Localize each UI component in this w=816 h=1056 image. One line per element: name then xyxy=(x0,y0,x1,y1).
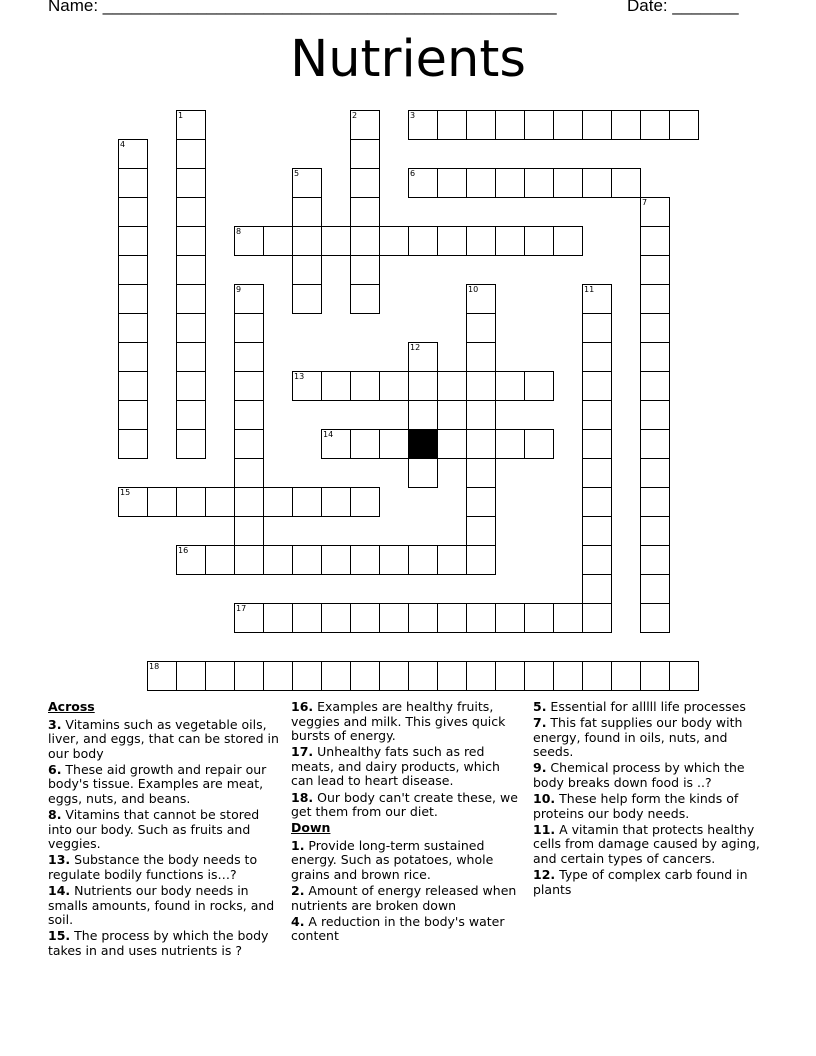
down-clue xyxy=(291,915,521,944)
clue-number: 11 xyxy=(584,285,595,294)
grid-cell[interactable] xyxy=(176,429,206,459)
grid-cell[interactable] xyxy=(640,371,670,401)
down-clue xyxy=(291,839,521,883)
grid-cell[interactable] xyxy=(263,603,293,633)
grid-cell[interactable] xyxy=(379,226,409,256)
clue-number: 17 xyxy=(236,604,247,613)
grid-cell[interactable] xyxy=(437,603,467,633)
grid-cell[interactable] xyxy=(321,661,351,691)
clue-number-label: 6. xyxy=(48,761,62,777)
grid-cell[interactable] xyxy=(379,545,409,575)
down-clue xyxy=(533,700,765,715)
grid-cell[interactable] xyxy=(582,429,612,459)
grid-cell[interactable] xyxy=(263,545,293,575)
grid-cell[interactable] xyxy=(524,168,554,198)
grid-cell[interactable] xyxy=(292,197,322,227)
grid-cell[interactable] xyxy=(350,603,380,633)
name-field[interactable] xyxy=(48,0,557,16)
grid-cell[interactable] xyxy=(582,400,612,430)
clue-number-label: 14. xyxy=(48,883,71,899)
clue-text: These aid growth and repair our body's tissue. Examples are meat, eggs, nuts, and beans. xyxy=(48,761,267,807)
across-clue xyxy=(291,745,521,789)
clue-text: Unhealthy fats such as red meats, and dairy products, which can lead to heart disease. xyxy=(291,744,500,789)
grid-cell[interactable] xyxy=(524,661,554,691)
grid-cell[interactable] xyxy=(408,226,438,256)
grid-cell[interactable] xyxy=(640,516,670,546)
grid-cell[interactable] xyxy=(176,487,206,517)
clue-number-label: 13. xyxy=(48,852,71,868)
grid-cell[interactable] xyxy=(176,545,206,575)
grid-cell[interactable] xyxy=(495,371,525,401)
grid-cell[interactable] xyxy=(263,487,293,517)
clue-number-label: 1. xyxy=(291,837,305,853)
grid-cell[interactable] xyxy=(408,545,438,575)
clue-number: 7 xyxy=(642,198,648,207)
grid-cell[interactable] xyxy=(582,371,612,401)
grid-cell[interactable] xyxy=(350,168,380,198)
grid-cell[interactable] xyxy=(321,429,351,459)
grid-cell[interactable] xyxy=(408,110,438,140)
clue-text: The process by which the body takes in and uses nutrients is ? xyxy=(48,928,269,958)
grid-cell[interactable] xyxy=(118,197,148,227)
clue-number-label: 8. xyxy=(48,807,62,823)
grid-cell[interactable] xyxy=(234,400,264,430)
across-heading: Across xyxy=(48,699,95,714)
grid-cell[interactable] xyxy=(466,371,496,401)
grid-cell[interactable] xyxy=(466,429,496,459)
grid-cell[interactable] xyxy=(611,168,641,198)
clue-number: 18 xyxy=(149,662,160,671)
down-clue xyxy=(533,868,765,897)
grid-cell[interactable] xyxy=(234,545,264,575)
grid-cell[interactable] xyxy=(176,110,206,140)
clue-number-label: 10. xyxy=(533,791,556,807)
grid-cell[interactable] xyxy=(350,139,380,169)
grid-cell[interactable] xyxy=(466,226,496,256)
grid-cell[interactable] xyxy=(205,545,235,575)
grid-cell[interactable] xyxy=(205,661,235,691)
blocked-cell xyxy=(408,429,438,459)
clue-text: Chemical process by which the body breaks down food is ..? xyxy=(533,760,745,790)
clue-text: This fat supplies our body with energy, found in oils, nuts, and seeds. xyxy=(533,715,743,760)
grid-cell[interactable] xyxy=(640,110,670,140)
grid-cell[interactable] xyxy=(582,342,612,372)
clue-number-label: 17. xyxy=(291,744,314,760)
grid-cell[interactable] xyxy=(408,400,438,430)
down-heading: Down xyxy=(291,820,331,836)
clue-text: Provide long-term sustained energy. Such as potatoes, whole grains and brown rice. xyxy=(291,837,494,883)
grid-cell[interactable] xyxy=(118,284,148,314)
grid-cell[interactable] xyxy=(321,226,351,256)
grid-cell[interactable] xyxy=(466,168,496,198)
grid-cell[interactable] xyxy=(524,110,554,140)
grid-cell[interactable] xyxy=(640,429,670,459)
grid-cell[interactable] xyxy=(669,661,699,691)
grid-cell[interactable] xyxy=(292,545,322,575)
clue-column-2 xyxy=(291,700,521,946)
clue-number: 12 xyxy=(410,343,421,352)
grid-cell[interactable] xyxy=(176,313,206,343)
grid-cell[interactable] xyxy=(466,284,496,314)
grid-cell[interactable] xyxy=(292,661,322,691)
clue-number: 6 xyxy=(410,169,416,178)
across-clue xyxy=(48,884,280,928)
down-clue xyxy=(291,884,521,913)
grid-cell[interactable] xyxy=(437,429,467,459)
date-label: Date: xyxy=(627,0,673,15)
grid-cell[interactable] xyxy=(582,110,612,140)
grid-cell[interactable] xyxy=(176,342,206,372)
clue-number: 15 xyxy=(120,488,131,497)
clue-column-3 xyxy=(533,700,765,899)
clue-text: Amount of energy released when nutrients are broken down xyxy=(291,883,517,913)
grid-cell[interactable] xyxy=(582,545,612,575)
grid-cell[interactable] xyxy=(466,661,496,691)
grid-cell[interactable] xyxy=(466,313,496,343)
grid-cell[interactable] xyxy=(524,429,554,459)
grid-cell[interactable] xyxy=(263,226,293,256)
clue-text: Vitamins such as vegetable oils, liver, and eggs, that can be stored in our body xyxy=(48,716,279,761)
across-clue xyxy=(48,929,280,958)
grid-cell[interactable] xyxy=(379,429,409,459)
across-clue xyxy=(291,791,521,820)
clue-number: 10 xyxy=(468,285,479,294)
grid-cell[interactable] xyxy=(118,400,148,430)
grid-cell[interactable] xyxy=(582,516,612,546)
grid-cell[interactable] xyxy=(176,255,206,285)
clue-column-1 xyxy=(48,700,280,960)
grid-cell[interactable] xyxy=(234,487,264,517)
grid-cell[interactable] xyxy=(118,342,148,372)
grid-cell[interactable] xyxy=(495,168,525,198)
grid-cell[interactable] xyxy=(640,545,670,575)
clue-text: A reduction in the body's water content xyxy=(291,913,505,944)
grid-cell[interactable] xyxy=(379,371,409,401)
clue-number-label: 5. xyxy=(533,699,547,714)
grid-cell[interactable] xyxy=(553,226,583,256)
grid-cell[interactable] xyxy=(640,661,670,691)
grid-cell[interactable] xyxy=(466,487,496,517)
name-label: Name: xyxy=(48,0,103,15)
grid-cell[interactable] xyxy=(437,661,467,691)
grid-cell[interactable] xyxy=(176,661,206,691)
grid-cell[interactable] xyxy=(640,603,670,633)
clue-number-label: 2. xyxy=(291,883,305,899)
clue-number-label: 4. xyxy=(291,913,305,929)
grid-cell[interactable] xyxy=(292,284,322,314)
across-clue xyxy=(48,853,280,882)
grid-cell[interactable] xyxy=(292,371,322,401)
grid-cell[interactable] xyxy=(408,371,438,401)
grid-cell[interactable] xyxy=(321,487,351,517)
grid-cell[interactable] xyxy=(495,603,525,633)
grid-cell[interactable] xyxy=(582,313,612,343)
grid-cell[interactable] xyxy=(321,603,351,633)
grid-cell[interactable] xyxy=(408,603,438,633)
grid-cell[interactable] xyxy=(466,110,496,140)
grid-cell[interactable] xyxy=(234,313,264,343)
down-clue xyxy=(533,823,765,867)
grid-cell[interactable] xyxy=(234,661,264,691)
across-clue xyxy=(48,763,280,807)
grid-cell[interactable] xyxy=(350,284,380,314)
grid-cell[interactable] xyxy=(640,574,670,604)
grid-cell[interactable] xyxy=(234,458,264,488)
grid-cell[interactable] xyxy=(466,342,496,372)
grid-cell[interactable] xyxy=(263,661,293,691)
grid-cell[interactable] xyxy=(321,545,351,575)
grid-cell[interactable] xyxy=(437,110,467,140)
grid-cell[interactable] xyxy=(350,226,380,256)
grid-cell[interactable] xyxy=(292,255,322,285)
clue-number-label: 18. xyxy=(291,789,314,805)
grid-cell[interactable] xyxy=(234,603,264,633)
grid-cell[interactable] xyxy=(437,545,467,575)
grid-cell[interactable] xyxy=(234,226,264,256)
grid-cell[interactable] xyxy=(640,487,670,517)
clue-text: These help form the kinds of proteins our body needs. xyxy=(533,791,739,821)
grid-cell[interactable] xyxy=(292,168,322,198)
name-line: ________________________________________________ xyxy=(102,0,557,15)
clue-number: 5 xyxy=(294,169,300,178)
grid-cell[interactable] xyxy=(611,661,641,691)
grid-cell[interactable] xyxy=(582,603,612,633)
grid-cell[interactable] xyxy=(582,661,612,691)
grid-cell[interactable] xyxy=(553,110,583,140)
grid-cell[interactable] xyxy=(234,342,264,372)
grid-cell[interactable] xyxy=(466,458,496,488)
down-clue xyxy=(533,716,765,760)
grid-cell[interactable] xyxy=(292,226,322,256)
grid-cell[interactable] xyxy=(234,284,264,314)
grid-cell[interactable] xyxy=(350,545,380,575)
clue-text: Substance the body needs to regulate bodily functions is…? xyxy=(48,852,258,883)
clue-number: 13 xyxy=(294,372,305,381)
grid-cell[interactable] xyxy=(437,371,467,401)
grid-cell[interactable] xyxy=(640,342,670,372)
clue-text: Vitamins that cannot be stored into our body. Such as fruits and veggies. xyxy=(48,807,260,852)
grid-cell[interactable] xyxy=(234,516,264,546)
clue-text: Examples are healthy fruits, veggies and milk. This gives quick bursts of energy. xyxy=(291,699,506,744)
grid-cell[interactable] xyxy=(118,168,148,198)
grid-cell[interactable] xyxy=(234,429,264,459)
grid-cell[interactable] xyxy=(495,429,525,459)
clue-text: Type of complex carb found in plants xyxy=(533,867,748,897)
grid-cell[interactable] xyxy=(466,400,496,430)
grid-cell[interactable] xyxy=(292,487,322,517)
grid-cell[interactable] xyxy=(437,226,467,256)
clue-number: 3 xyxy=(410,111,416,120)
clue-number-label: 12. xyxy=(533,867,556,883)
grid-cell[interactable] xyxy=(640,197,670,227)
grid-cell[interactable] xyxy=(118,255,148,285)
grid-cell[interactable] xyxy=(640,226,670,256)
clue-number: 9 xyxy=(236,285,242,294)
grid-cell[interactable] xyxy=(176,400,206,430)
grid-cell[interactable] xyxy=(582,574,612,604)
grid-cell[interactable] xyxy=(437,168,467,198)
clue-number-label: 7. xyxy=(533,715,547,731)
grid-cell[interactable] xyxy=(350,429,380,459)
clue-number: 1 xyxy=(178,111,184,120)
grid-cell[interactable] xyxy=(640,255,670,285)
grid-cell[interactable] xyxy=(118,313,148,343)
clue-text: Nutrients our body needs in smalls amounts, found in rocks, and soil. xyxy=(48,883,275,928)
grid-cell[interactable] xyxy=(379,661,409,691)
clue-number-label: 3. xyxy=(48,716,62,732)
across-clue xyxy=(48,718,280,762)
clue-text: Our body can't create these, we get them from our diet. xyxy=(291,789,518,820)
grid-cell[interactable] xyxy=(553,603,583,633)
grid-cell[interactable] xyxy=(524,603,554,633)
grid-cell[interactable] xyxy=(669,110,699,140)
clue-number: 4 xyxy=(120,140,126,149)
grid-cell[interactable] xyxy=(321,371,351,401)
grid-cell[interactable] xyxy=(350,487,380,517)
grid-cell[interactable] xyxy=(611,110,641,140)
grid-cell[interactable] xyxy=(640,400,670,430)
grid-cell[interactable] xyxy=(640,313,670,343)
clue-number-label: 15. xyxy=(48,928,71,944)
grid-cell[interactable] xyxy=(379,603,409,633)
grid-cell[interactable] xyxy=(640,284,670,314)
grid-cell[interactable] xyxy=(176,168,206,198)
grid-cell[interactable] xyxy=(350,197,380,227)
clue-number: 2 xyxy=(352,111,358,120)
date-field[interactable] xyxy=(627,0,739,16)
grid-cell[interactable] xyxy=(350,255,380,285)
grid-cell[interactable] xyxy=(524,371,554,401)
across-clue xyxy=(48,808,280,852)
grid-cell[interactable] xyxy=(118,226,148,256)
clue-number-label: 9. xyxy=(533,760,547,776)
grid-cell[interactable] xyxy=(176,284,206,314)
grid-cell[interactable] xyxy=(582,487,612,517)
clue-number: 14 xyxy=(323,430,334,439)
grid-cell[interactable] xyxy=(466,516,496,546)
grid-cell[interactable] xyxy=(234,371,264,401)
clue-number: 8 xyxy=(236,227,242,236)
grid-cell[interactable] xyxy=(350,661,380,691)
grid-cell[interactable] xyxy=(524,226,554,256)
grid-cell[interactable] xyxy=(118,371,148,401)
grid-cell[interactable] xyxy=(176,371,206,401)
grid-cell[interactable] xyxy=(582,168,612,198)
date-line: _______ xyxy=(672,0,739,15)
grid-cell[interactable] xyxy=(495,226,525,256)
grid-cell[interactable] xyxy=(553,661,583,691)
clue-number: 16 xyxy=(178,546,189,555)
grid-cell[interactable] xyxy=(176,197,206,227)
grid-cell[interactable] xyxy=(292,603,322,633)
grid-cell[interactable] xyxy=(205,487,235,517)
clue-number-label: 11. xyxy=(533,821,556,837)
clue-text: Essential for alllll life processes xyxy=(546,699,746,714)
grid-cell[interactable] xyxy=(408,168,438,198)
grid-cell[interactable] xyxy=(466,603,496,633)
grid-cell[interactable] xyxy=(118,487,148,517)
grid-cell[interactable] xyxy=(553,168,583,198)
down-clue xyxy=(533,761,765,790)
grid-cell[interactable] xyxy=(350,371,380,401)
grid-cell[interactable] xyxy=(408,661,438,691)
grid-cell[interactable] xyxy=(408,458,438,488)
grid-cell[interactable] xyxy=(640,458,670,488)
grid-cell[interactable] xyxy=(495,110,525,140)
across-clue xyxy=(291,700,521,744)
grid-cell[interactable] xyxy=(118,139,148,169)
grid-cell[interactable] xyxy=(147,661,177,691)
grid-cell[interactable] xyxy=(176,139,206,169)
grid-cell[interactable] xyxy=(147,487,177,517)
grid-cell[interactable] xyxy=(176,226,206,256)
grid-cell[interactable] xyxy=(408,342,438,372)
down-clue xyxy=(533,792,765,821)
grid-cell[interactable] xyxy=(582,458,612,488)
clue-text: A vitamin that protects healthy cells from damage caused by aging, and certain types of cancers. xyxy=(533,821,760,866)
grid-cell[interactable] xyxy=(350,110,380,140)
grid-cell[interactable] xyxy=(118,429,148,459)
grid-cell[interactable] xyxy=(495,661,525,691)
page-title: Nutrients xyxy=(290,30,526,89)
grid-cell[interactable] xyxy=(582,284,612,314)
clue-number-label: 16. xyxy=(291,699,314,714)
grid-cell[interactable] xyxy=(466,545,496,575)
